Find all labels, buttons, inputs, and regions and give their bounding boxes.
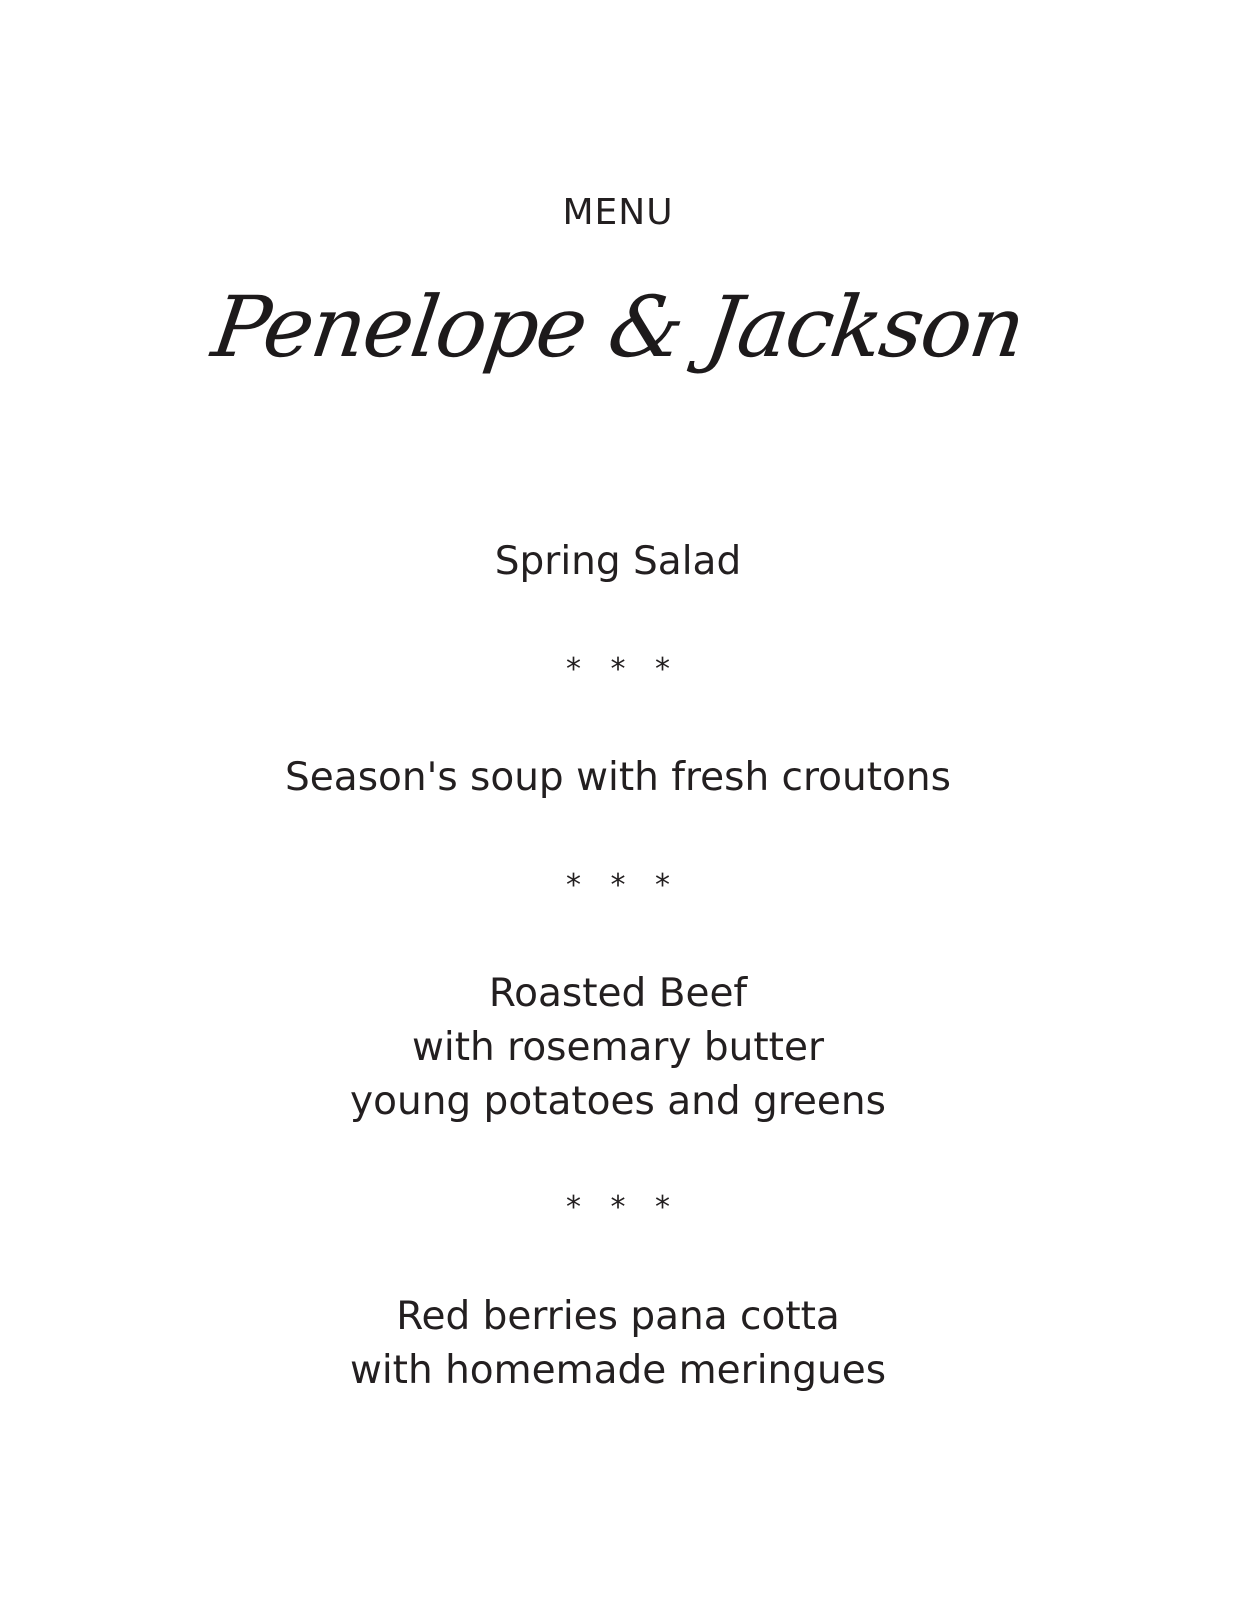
course-line: Season's soup with fresh croutons <box>285 755 951 800</box>
separator: * * * <box>565 868 681 903</box>
course-line: with rosemary butter <box>412 1025 824 1070</box>
course-line: young potatoes and greens <box>350 1079 886 1124</box>
couple-names: Penelope & Jackson <box>206 278 1030 376</box>
course-line: with homemade meringues <box>349 1348 887 1393</box>
course-3 <box>0 967 1236 1129</box>
course-line: Red berries pana cotta <box>396 1294 840 1339</box>
course-1 <box>0 535 1236 589</box>
course-line: Roasted Beef <box>488 971 748 1016</box>
separator: * * * <box>565 1190 681 1225</box>
course-2 <box>0 751 1236 805</box>
course-line: Spring Salad <box>494 539 742 584</box>
menu-heading: MENU <box>562 192 674 233</box>
course-4 <box>0 1290 1236 1398</box>
separator: * * * <box>565 652 681 687</box>
